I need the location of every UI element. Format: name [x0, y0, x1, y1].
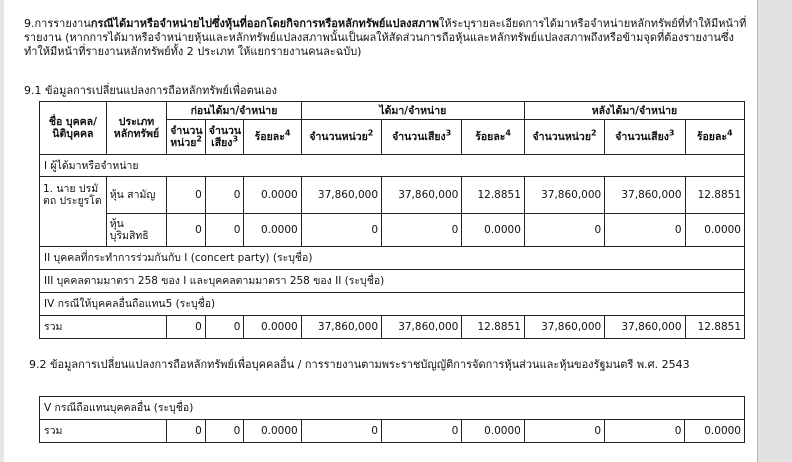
header-security-type: ประเภท หลักทรัพย์ — [106, 102, 166, 155]
cell-after-units: 37,860,000 — [524, 177, 604, 214]
total-after-units: 37,860,000 — [524, 316, 604, 339]
section-9-2-title: 9.2 ข้อมูลการเปลี่ยนแปลงการถือหลักทรัพย์เพื่อบุคคลอื่น / การรายงานตามพระราชบัญญัติการจัดการหุ้นส่วนและหุ้นของรัฐมนตรี พ.ศ. 2543 — [29, 358, 690, 371]
total-row — [40, 420, 745, 443]
group-iii-row: III บุคคลตามมาตรา 258 ของ I และบุคคลตามมาตรา 258 ของ II (ระบุชื่อ) — [40, 270, 745, 293]
group-iv-row: IV กรณีให้บุคคลอื่นถือแทน5 (ระบุชื่อ) — [40, 293, 745, 316]
cell-acquired-units: 0 — [301, 214, 381, 247]
header-after-units: จำนวนหน่วย$^2$ — [524, 120, 604, 155]
header-before-units: จำนวนหน่วย$^2$ — [167, 120, 206, 155]
total-acquired-votes: 37,860,000 — [382, 316, 462, 339]
total-acquired-percent: 0.0000 — [462, 420, 525, 443]
viewer-right-gutter — [758, 0, 792, 462]
total-before-units: 0 — [167, 420, 206, 443]
total-after-percent: 12.8851 — [685, 316, 745, 339]
cell-after-units: 0 — [524, 214, 604, 247]
intro-prefix: 9.การรายงาน — [24, 17, 91, 30]
total-label: รวม — [40, 420, 167, 443]
total-acquired-units: 37,860,000 — [301, 316, 381, 339]
viewer-left-margin — [0, 0, 4, 462]
cell-after-votes: 0 — [605, 214, 685, 247]
security-type: หุ้น บุริมสิทธิ — [106, 214, 166, 247]
intro-rest: ให้ระบุรายละเอียดการได้มาหรือจำหน่ายหลักทรัพย์ที่ทำให้มีหน้าที่รายงาน (หากการได้มาหรือจำหน่ายหุ้นและหลักทรัพย์แปลงสภาพนั้นเป็นผลให้สัดส่วนการถือหุ้นและหลักทรัพย์แปลงสภาพถึงหรือข้ามจุดที่ต้องรายงานซึ่งทำให้มีหน้าที่รายงานหลักทรัพย์ทั้ง 2 ประเภท ให้แยกรายงานคนละฉบับ) — [24, 17, 747, 58]
total-row — [40, 316, 745, 339]
document-page — [24, 0, 754, 462]
section-9-1-title: 9.1 ข้อมูลการเปลี่ยนแปลงการถือหลักทรัพย์เพื่อตนเอง — [24, 84, 278, 97]
total-acquired-percent: 12.8851 — [462, 316, 525, 339]
total-label: รวม — [40, 316, 167, 339]
table-row — [40, 177, 745, 214]
group-ii-row: II บุคคลที่กระทำการร่วมกันกับ I (concert party) (ระบุชื่อ) — [40, 247, 745, 270]
section-9-intro — [24, 17, 754, 59]
total-after-votes: 0 — [605, 420, 685, 443]
total-after-percent: 0.0000 — [685, 420, 745, 443]
header-before-percent: ร้อยละ$^4$ — [244, 120, 301, 155]
cell-acquired-percent: 12.8851 — [462, 177, 525, 214]
header-after: หลังได้มา/จำหน่าย — [524, 102, 744, 120]
cell-after-percent: 0.0000 — [685, 214, 745, 247]
header-acquired: ได้มา/จำหน่าย — [301, 102, 524, 120]
cell-before-percent: 0.0000 — [244, 214, 301, 247]
total-before-votes: 0 — [205, 420, 244, 443]
intro-bold: กรณีได้มาหรือจำหน่ายไปซึ่งหุ้นที่ออกโดยกิจการหรือหลักทรัพย์แปลงสภาพ — [90, 17, 439, 30]
cell-after-percent: 12.8851 — [685, 177, 745, 214]
cell-acquired-units: 37,860,000 — [301, 177, 381, 214]
total-after-units: 0 — [524, 420, 604, 443]
total-before-percent: 0.0000 — [244, 316, 301, 339]
cell-before-votes: 0 — [205, 177, 244, 214]
group-i-row: I ผู้ได้มาหรือจำหน่าย — [40, 155, 745, 177]
header-before: ก่อนได้มา/จำหน่าย — [167, 102, 302, 120]
total-before-votes: 0 — [205, 316, 244, 339]
cell-acquired-votes: 37,860,000 — [382, 177, 462, 214]
table-row — [40, 214, 745, 247]
header-acquired-units: จำนวนหน่วย$^2$ — [301, 120, 381, 155]
total-before-percent: 0.0000 — [244, 420, 301, 443]
header-acquired-votes: จำนวนเสียง$^3$ — [382, 120, 462, 155]
header-name: ชื่อ บุคคล/นิติบุคคล — [40, 102, 107, 155]
group-v-row: V กรณีถือแทนบุคคลอื่น (ระบุชื่อ) — [40, 397, 745, 420]
holdings-table-self — [39, 101, 745, 339]
header-before-votes: จำนวนเสียง$^3$ — [205, 120, 244, 155]
header-after-percent: ร้อยละ$^4$ — [685, 120, 745, 155]
cell-before-units: 0 — [167, 177, 206, 214]
person-name: 1. นาย ปรมัตถ ประยูรโต — [40, 177, 107, 247]
header-after-votes: จำนวนเสียง$^3$ — [605, 120, 685, 155]
cell-before-units: 0 — [167, 214, 206, 247]
cell-acquired-percent: 0.0000 — [462, 214, 525, 247]
security-type: หุ้น สามัญ — [106, 177, 166, 214]
cell-after-votes: 37,860,000 — [605, 177, 685, 214]
cell-before-votes: 0 — [205, 214, 244, 247]
holdings-table-others — [39, 396, 745, 443]
cell-before-percent: 0.0000 — [244, 177, 301, 214]
header-acquired-percent: ร้อยละ$^4$ — [462, 120, 525, 155]
total-acquired-units: 0 — [301, 420, 381, 443]
total-after-votes: 37,860,000 — [605, 316, 685, 339]
total-acquired-votes: 0 — [381, 420, 461, 443]
cell-acquired-votes: 0 — [382, 214, 462, 247]
total-before-units: 0 — [167, 316, 206, 339]
